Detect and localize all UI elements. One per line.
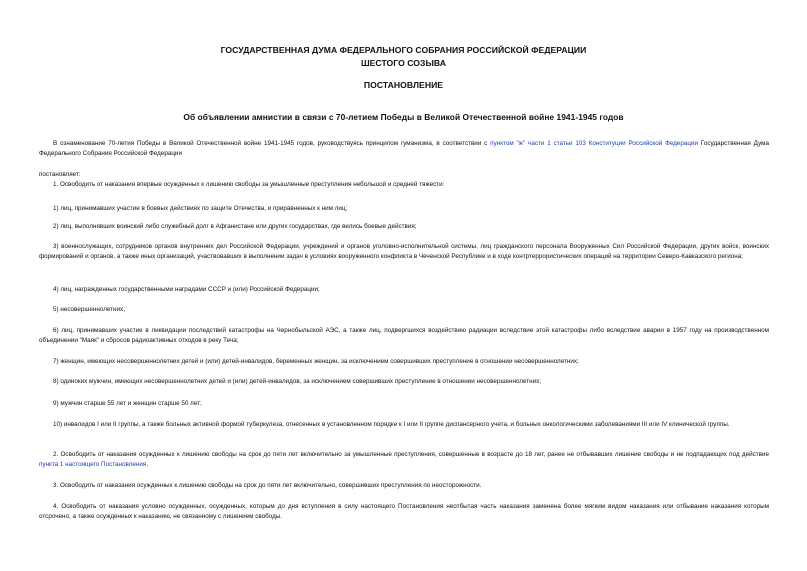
subitem-6: 6) лиц, принимавших участие в ликвидации последствий катастрофы на Чернобыльской АЭС, а также лиц, подвергшихся воздействию радиации вследствие этой катастрофы либо вследствие аварии в 1957 году на производственном объединении "Маяк" и сбросов радиоактивных отходов в реку Теча; — [39, 327, 769, 345]
issuer-title: ГОСУДАРСТВЕННАЯ ДУМА ФЕДЕРАЛЬНОГО СОБРАНИЯ РОССИЙСКОЙ ФЕДЕРАЦИИ — [220, 45, 587, 55]
subitem-9: 9) мужчин старше 55 лет и женщин старше 50 лет; — [53, 400, 202, 407]
subitem-3: 3) военнослужащих, сотрудников органов внутренних дел Российской Федерации, учреждений и органов уголовно-исполнительной системы, лиц гражданского персонала Вооруженных Сил Российской Федерации, других войск, воинских формирований и органов, а также иных организаций, участвовавших в выполнении задач в условиях вооруженного конфликта в Чеченской Республике и в ходе контртеррористических операций на территории Северо-Кавказского региона; — [39, 243, 769, 261]
convocation-title: ШЕСТОГО СОЗЫВА — [360, 58, 447, 68]
preamble — [39, 139, 769, 159]
item-2-text: 2. Освободить от наказания осужденных к лишению свободы на срок до пяти лет включительно за умышленные преступления, совершенные в возрасте до 18 лет, ранее не отбывавших лишение свободы и не подпадающих под действие — [53, 451, 769, 458]
subitem-10: 10) инвалидов I или II группы, а также больных активной формой туберкулеза, отнесенных в установленном порядке к I или II группе диспансерного учета, и больных онкологическими заболеваниями III или IV клинической группы. — [53, 421, 730, 428]
item-1: 1. Освободить от наказания впервые осужденных к лишению свободы за умышленные преступления небольшой и средней тяжести: — [53, 181, 445, 188]
item-4: 4. Освободить от наказания условно осужденных, осужденных, которым до дня вступления в силу настоящего Постановления неотбытая часть наказания заменена более мягким видом наказания или отбывание наказания которым отсрочено, а также осужденных к наказанию, не связанному с лишением свободы. — [39, 503, 769, 521]
preamble-text-end: Государственная Дума Федерального Собрания Российской Федерации — [39, 140, 769, 158]
document-title: Об объявлении амнистии в связи с 70-летием Победы в Великой Отечественной войне 1941-1945 годов — [183, 112, 624, 122]
resolves-label: постановляет: — [39, 171, 81, 178]
item-2 — [39, 450, 769, 470]
item-2-text-end: . — [146, 461, 149, 469]
item-3: 3. Освободить от наказания осужденных к лишению свободы на срок до пяти лет включительно, совершивших преступления по неосторожности. — [53, 482, 482, 489]
subitem-2: 2) лиц, выполнявших воинский либо служебный долг в Афганистане или других государствах, где велись боевые действия; — [53, 223, 417, 230]
subitem-4: 4) лиц, награжденных государственными наградами СССР и (или) Российской Федерации; — [53, 286, 320, 293]
subitem-1: 1) лиц, принимавших участие в боевых действиях по защите Отечества, и приравненных к ним лиц; — [53, 205, 348, 212]
document-type: ПОСТАНОВЛЕНИЕ — [363, 80, 444, 90]
subitem-5: 5) несовершеннолетних; — [53, 306, 125, 313]
preamble-text: В ознаменование 70-летия Победы в Великой Отечественной войне 1941-1945 годов, руководствуясь принципом гуманизма, в соответствии с — [53, 140, 491, 147]
subitem-7: 7) женщин, имеющих несовершеннолетних детей и (или) детей-инвалидов, беременных женщин, за исключением совершивших преступление в отношении несовершеннолетних; — [53, 358, 579, 365]
constitution-link[interactable]: пунктом "ж" части 1 статьи 103 Конституции Российской Федерации — [490, 140, 699, 147]
item-1-reference-link[interactable]: пункта 1 настоящего Постановления — [39, 461, 147, 469]
subitem-8: 8) одиноких мужчин, имеющих несовершеннолетних детей и (или) детей-инвалидов, за исключением совершивших преступление в отношении несовершеннолетних; — [53, 378, 542, 385]
